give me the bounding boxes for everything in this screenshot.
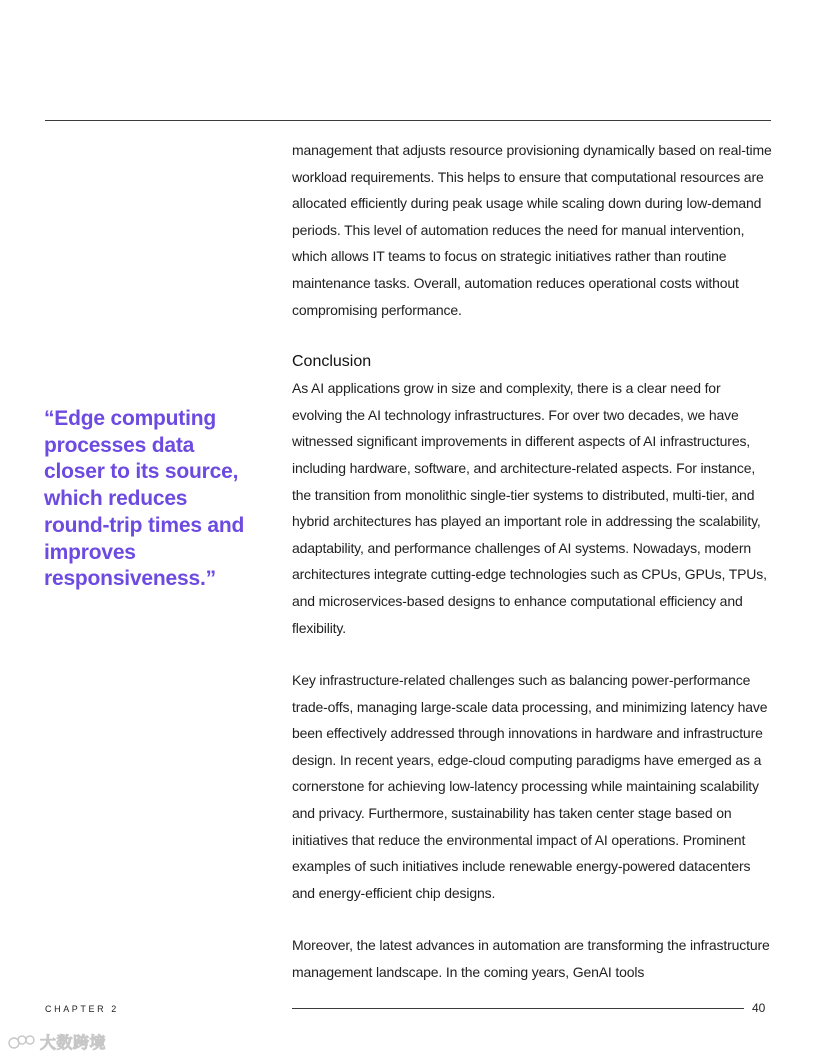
watermark xyxy=(8,1030,106,1053)
pull-quote: “Edge computing processes data closer to its source, which reduces round-trip times and improves responsiveness.” xyxy=(44,407,245,591)
section-heading: Conclusion xyxy=(292,353,372,371)
body-column xyxy=(292,137,772,986)
header-divider xyxy=(45,120,771,121)
conclusion-paragraph-2: Key infrastructure-related challenges such as balancing power-performance trade-offs, managing large-scale data processing, and minimizing latency have been effectively addressed through innovations in hardware and infrastructure design. In recent years, edge-cloud computing paradigms have emerged as a cornerstone for achieving low-latency processing while maintaining scalability and privacy. Furthermore, sustainability has taken center stage based on initiatives that reduce the environmental impact of AI operations. Prominent examples of such initiatives include renewable energy-powered datacenters and energy-efficient chip designs. xyxy=(292,672,768,901)
footer-divider xyxy=(292,1008,744,1009)
conclusion-paragraph-3: Moreover, the latest advances in automation are transforming the infrastructure management landscape. In the coming years, GenAI tools xyxy=(292,937,770,981)
page-number: 40 xyxy=(752,1001,766,1015)
watermark-text: 大数跨境 xyxy=(40,1033,107,1052)
intro-paragraph: management that adjusts resource provisioning dynamically based on real-time workload requirements. This helps to ensure that computational resources are allocated efficiently during peak usage while scaling down during low-demand periods. This level of automation reduces the need for manual intervention, which allows IT teams to focus on strategic initiatives rather than routine maintenance tasks. Overall, automation reduces operational costs without compromising performance. xyxy=(292,142,772,318)
chapter-label: CHAPTER 2 xyxy=(45,1004,119,1014)
logo-icon xyxy=(8,1033,36,1051)
conclusion-paragraph-1: As AI applications grow in size and complexity, there is a clear need for evolving the AI technology infrastructures. For over two decades, we have witnessed significant improvements in different aspects of AI infrastructures, including hardware, software, and architecture-related aspects. For instance, the transition from monolithic single-tier systems to distributed, multi-tier, and hybrid architectures has played an important role in addressing the scalability, adaptability, and performance challenges of AI systems. Nowadays, modern architectures integrate cutting-edge technologies such as CPUs, GPUs, TPUs, and microservices-based designs to enhance computational efficiency and flexibility. xyxy=(292,380,767,636)
